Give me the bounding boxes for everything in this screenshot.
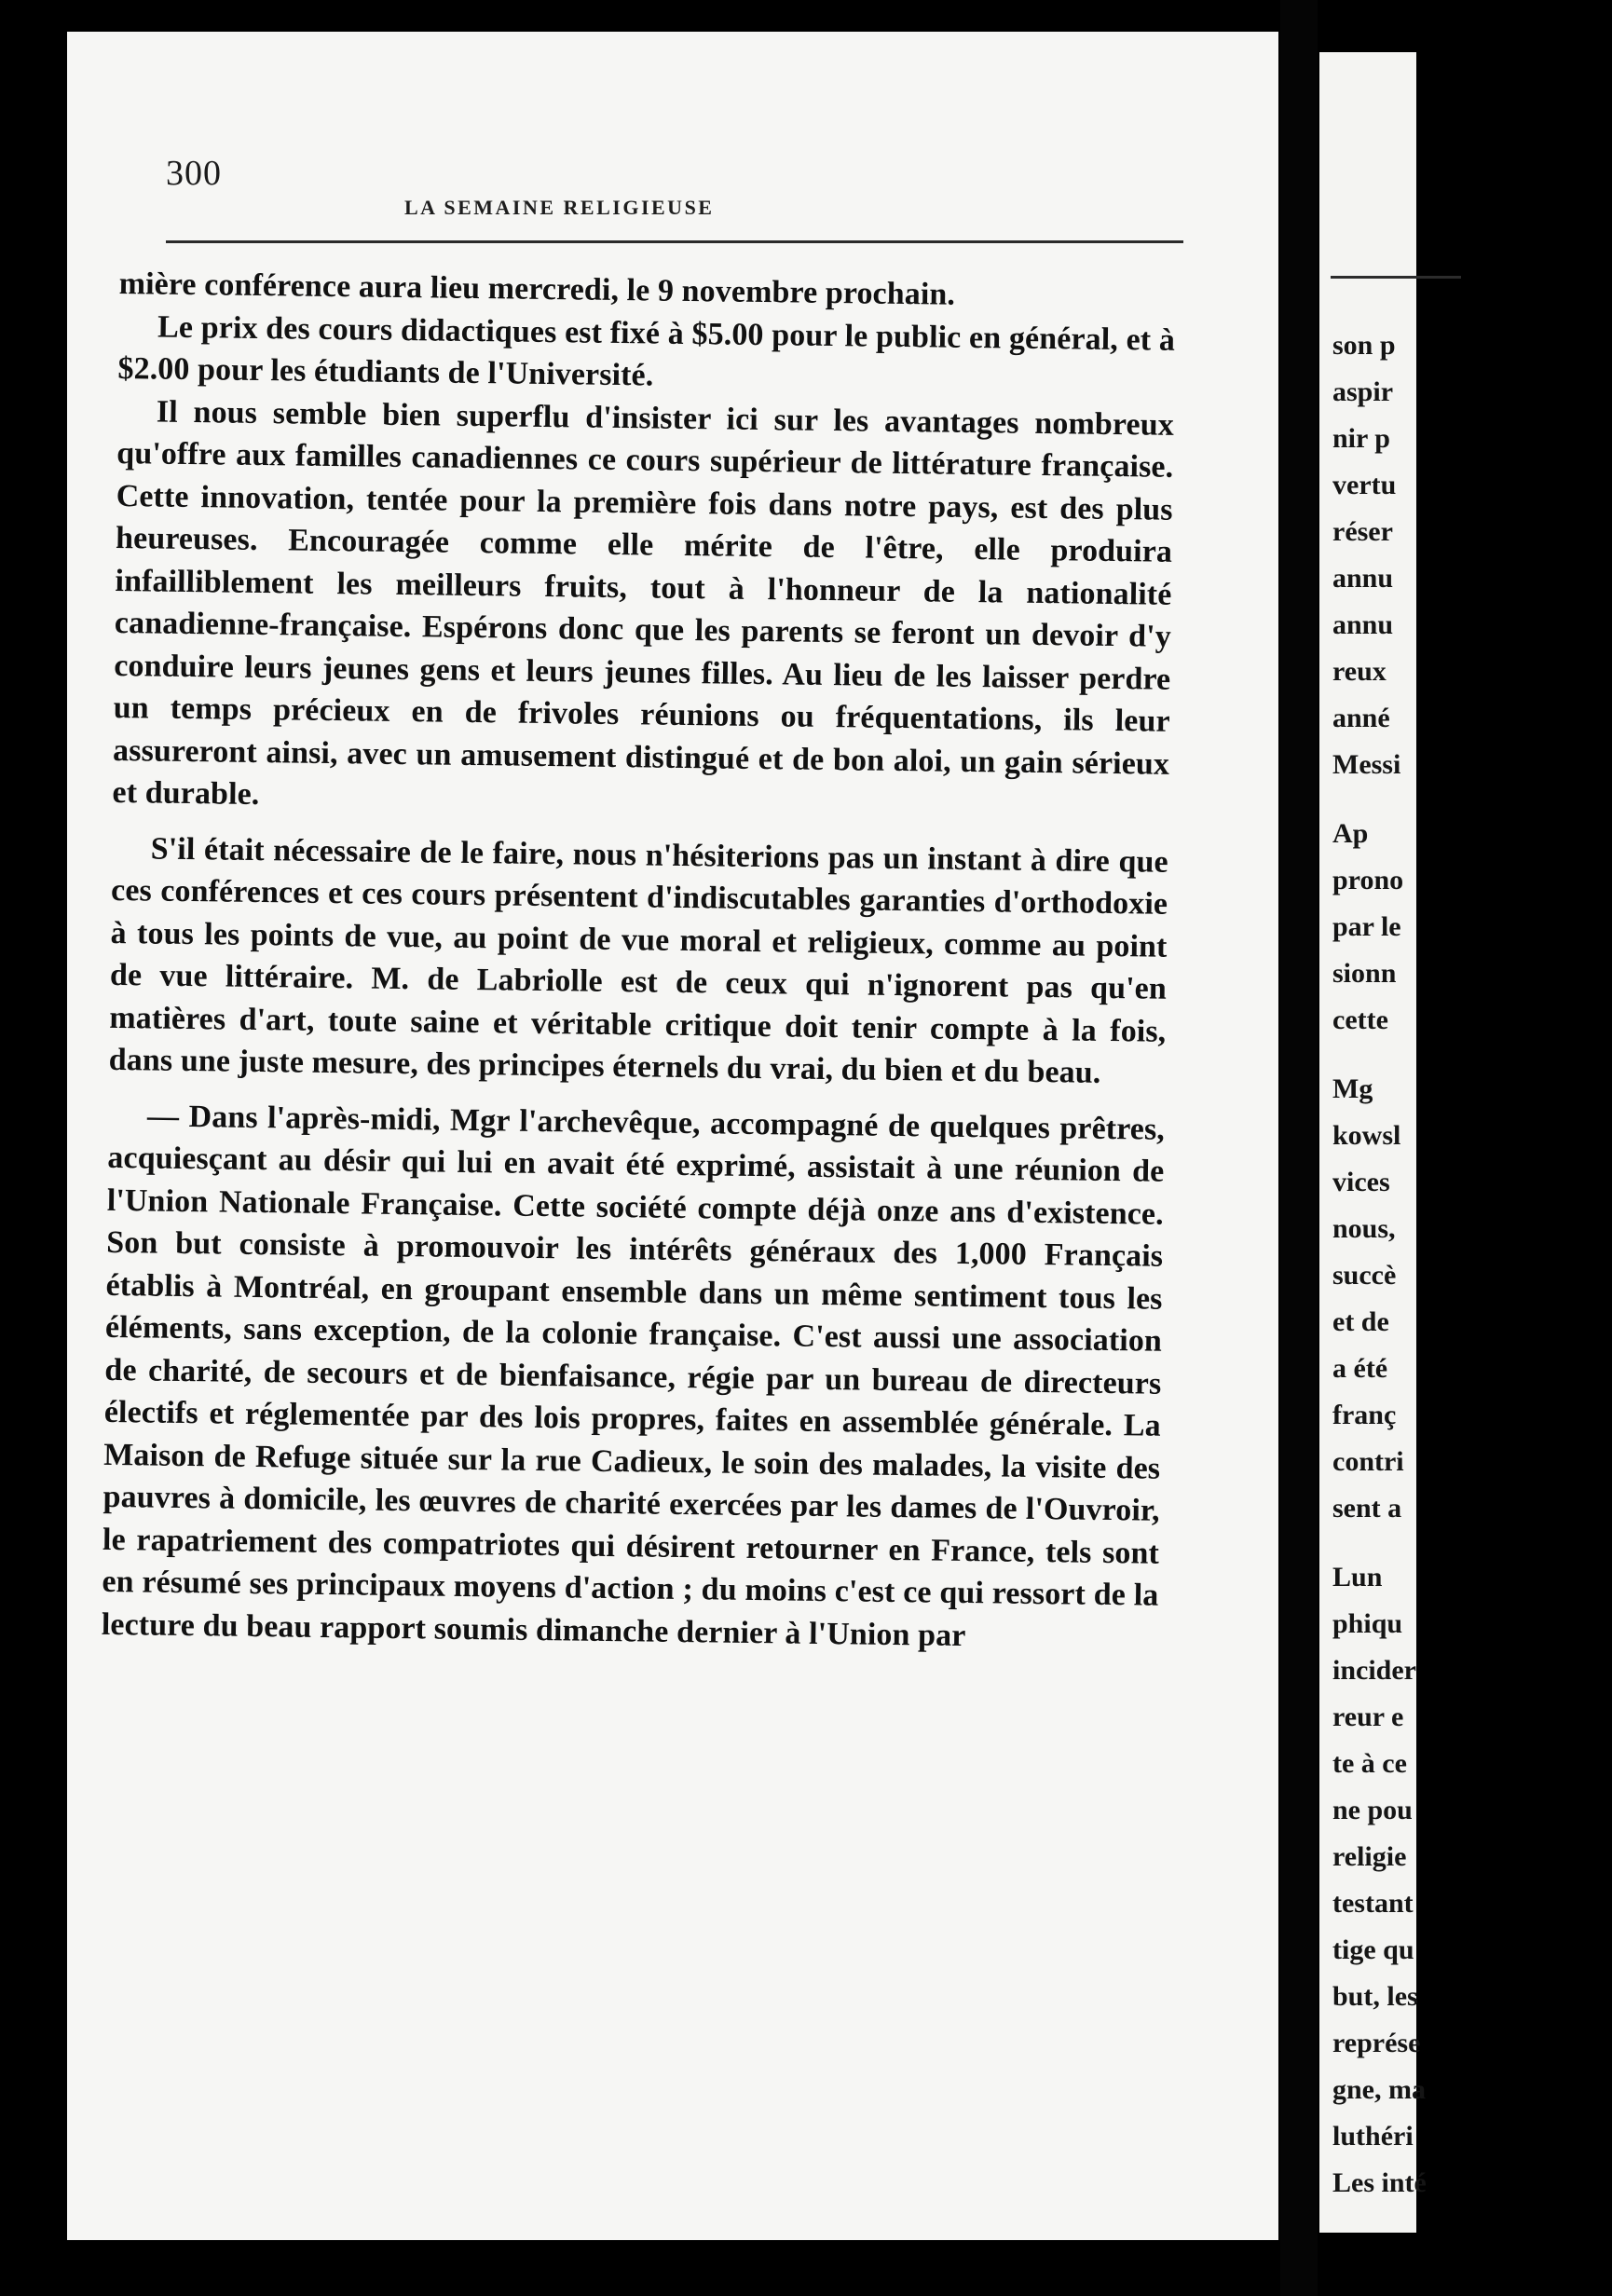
adjacent-line: franç <box>1332 1400 1397 1430</box>
adjacent-line: anné <box>1332 703 1390 733</box>
adjacent-line: gne, ma <box>1332 2074 1426 2105</box>
page-header <box>166 134 1256 218</box>
adjacent-line: reux <box>1332 656 1387 687</box>
adjacent-line: représe <box>1332 2028 1421 2058</box>
adjacent-line: but, les <box>1332 1981 1418 2012</box>
paragraph-union-nationale: — Dans l'après-midi, Mgr l'archevêque, accompagné de quelques prêtres, acquiesçant au désir qui lui en avait été exprimé, assistait à une réunion de l'Union Nationale Française. Cette société compte déjà onze ans d'existence. Son but consiste à promouvoir les intérêts généraux des 1,000 Français établis à Montréal, en groupant ensemble dans un même sentiment tous les éléments, sans exception, de la colonie française. C'est aussi une association de charité, de secours et de bienfaisance, régie par un bureau de directeurs électifs et réglementée par des lois propres, faites en assemblée générale. La Maison de Refuge située sur la rue Cadieux, le soin des malades, la visite des pauvres à domicile, les œuvres de charité exercées par les dames de l'Ouvroir, le rapatriement des compatriotes qui désirent retourner en France, tels sont en résumé ses principaux moyens d'action ; du moins c'est ce qui ressort de la lecture du beau rapport soumis dimanche dernier à l'Union par <box>101 1098 1166 1653</box>
adjacent-line: annu <box>1332 563 1394 594</box>
adjacent-line: luthéri <box>1332 2121 1414 2152</box>
adjacent-line: cette <box>1332 1004 1388 1035</box>
adjacent-text-fragments <box>1332 322 1612 2207</box>
adjacent-line: ne pou <box>1332 1795 1413 1825</box>
adjacent-line: testant <box>1332 1888 1414 1919</box>
adjacent-line: Messi <box>1332 749 1401 780</box>
paragraph-prices: Le prix des cours didactiques est fixé à $5.00 pour le public en général, et à $2.00 pour les étudiants de l'Université. <box>117 309 1176 393</box>
adjacent-line: nir p <box>1332 423 1390 454</box>
adjacent-line: succè <box>1332 1260 1397 1291</box>
adjacent-line: contri <box>1332 1446 1404 1477</box>
adjacent-line: reur e <box>1332 1702 1404 1732</box>
adjacent-line: religie <box>1332 1841 1407 1872</box>
adjacent-line: Mg <box>1332 1073 1373 1104</box>
adjacent-line: sent a <box>1332 1493 1402 1524</box>
adjacent-line: Ap <box>1332 818 1369 849</box>
page-number: 300 <box>166 154 222 193</box>
adjacent-line: annu <box>1332 609 1394 640</box>
adjacent-line: par le <box>1332 911 1401 942</box>
adjacent-line: vertu <box>1332 470 1397 500</box>
paragraph-continuation: mière conférence aura lieu mercredi, le 9 novembre prochain. <box>118 266 956 312</box>
paragraph-advantages: Il nous semble bien superflu d'insister ici sur les avantages nombreux qu'offre aux familles canadiennes ce cours supérieur de littérature française. Cette innovation, tentée pour la première fois dans notre pays, est des plus heureuses. Encouragée comme elle mérite de l'être, elle produira infailliblement les meilleurs fruits, tout à l'honneur de la nationalité canadienne-française. Espérons donc que les parents se feront un devoir d'y conduire leurs jeunes gens et leurs jeunes filles. Au lieu de les laisser perdre un temps précieux en de frivoles réunions ou fréquentations, ils leur assureront ainsi, avec un amusement distingué et de bon aloi, un gain sérieux et durable. <box>112 394 1175 813</box>
adjacent-line: tige qu <box>1332 1934 1414 1965</box>
adjacent-line: Lun <box>1332 1562 1383 1592</box>
adjacent-line: Les inté <box>1332 2167 1427 2198</box>
adjacent-line: phiqu <box>1332 1608 1403 1639</box>
adjacent-line: incider <box>1332 1655 1416 1686</box>
page-gutter <box>1280 0 1318 2296</box>
running-title: LA SEMAINE RELIGIEUSE <box>404 196 715 219</box>
paragraph-orthodoxy: S'il était nécessaire de le faire, nous n'hésiterions pas un instant à dire que ces conférences et ces cours présentent d'indiscutables garanties d'orthodoxie à tous les points de vue, au point de vue moral et religieux, comme au point de vue littéraire. M. de Labriolle est de ceux qui n'ignorent pas qu'en matières d'art, toute saine et véritable critique doit tenir compte à la fois, dans une juste mesure, des principes éternels du vrai, du bien et du beau. <box>108 830 1168 1090</box>
adjacent-line: sionn <box>1332 958 1397 989</box>
adjacent-line: vices <box>1332 1167 1390 1197</box>
adjacent-line: et de <box>1332 1306 1389 1337</box>
adjacent-line: prono <box>1332 865 1404 895</box>
main-text-column <box>102 263 1176 1660</box>
adjacent-header-rule <box>1331 276 1461 279</box>
adjacent-line: kowsl <box>1332 1120 1401 1151</box>
adjacent-page <box>1319 52 1427 2233</box>
adjacent-line: nous, <box>1332 1213 1396 1244</box>
adjacent-line: son p <box>1332 330 1396 361</box>
header-rule <box>166 240 1183 243</box>
adjacent-line: te à ce <box>1332 1748 1407 1779</box>
adjacent-line: réser <box>1332 516 1393 547</box>
adjacent-line: a été <box>1332 1353 1388 1384</box>
adjacent-line: aspir <box>1332 376 1394 407</box>
